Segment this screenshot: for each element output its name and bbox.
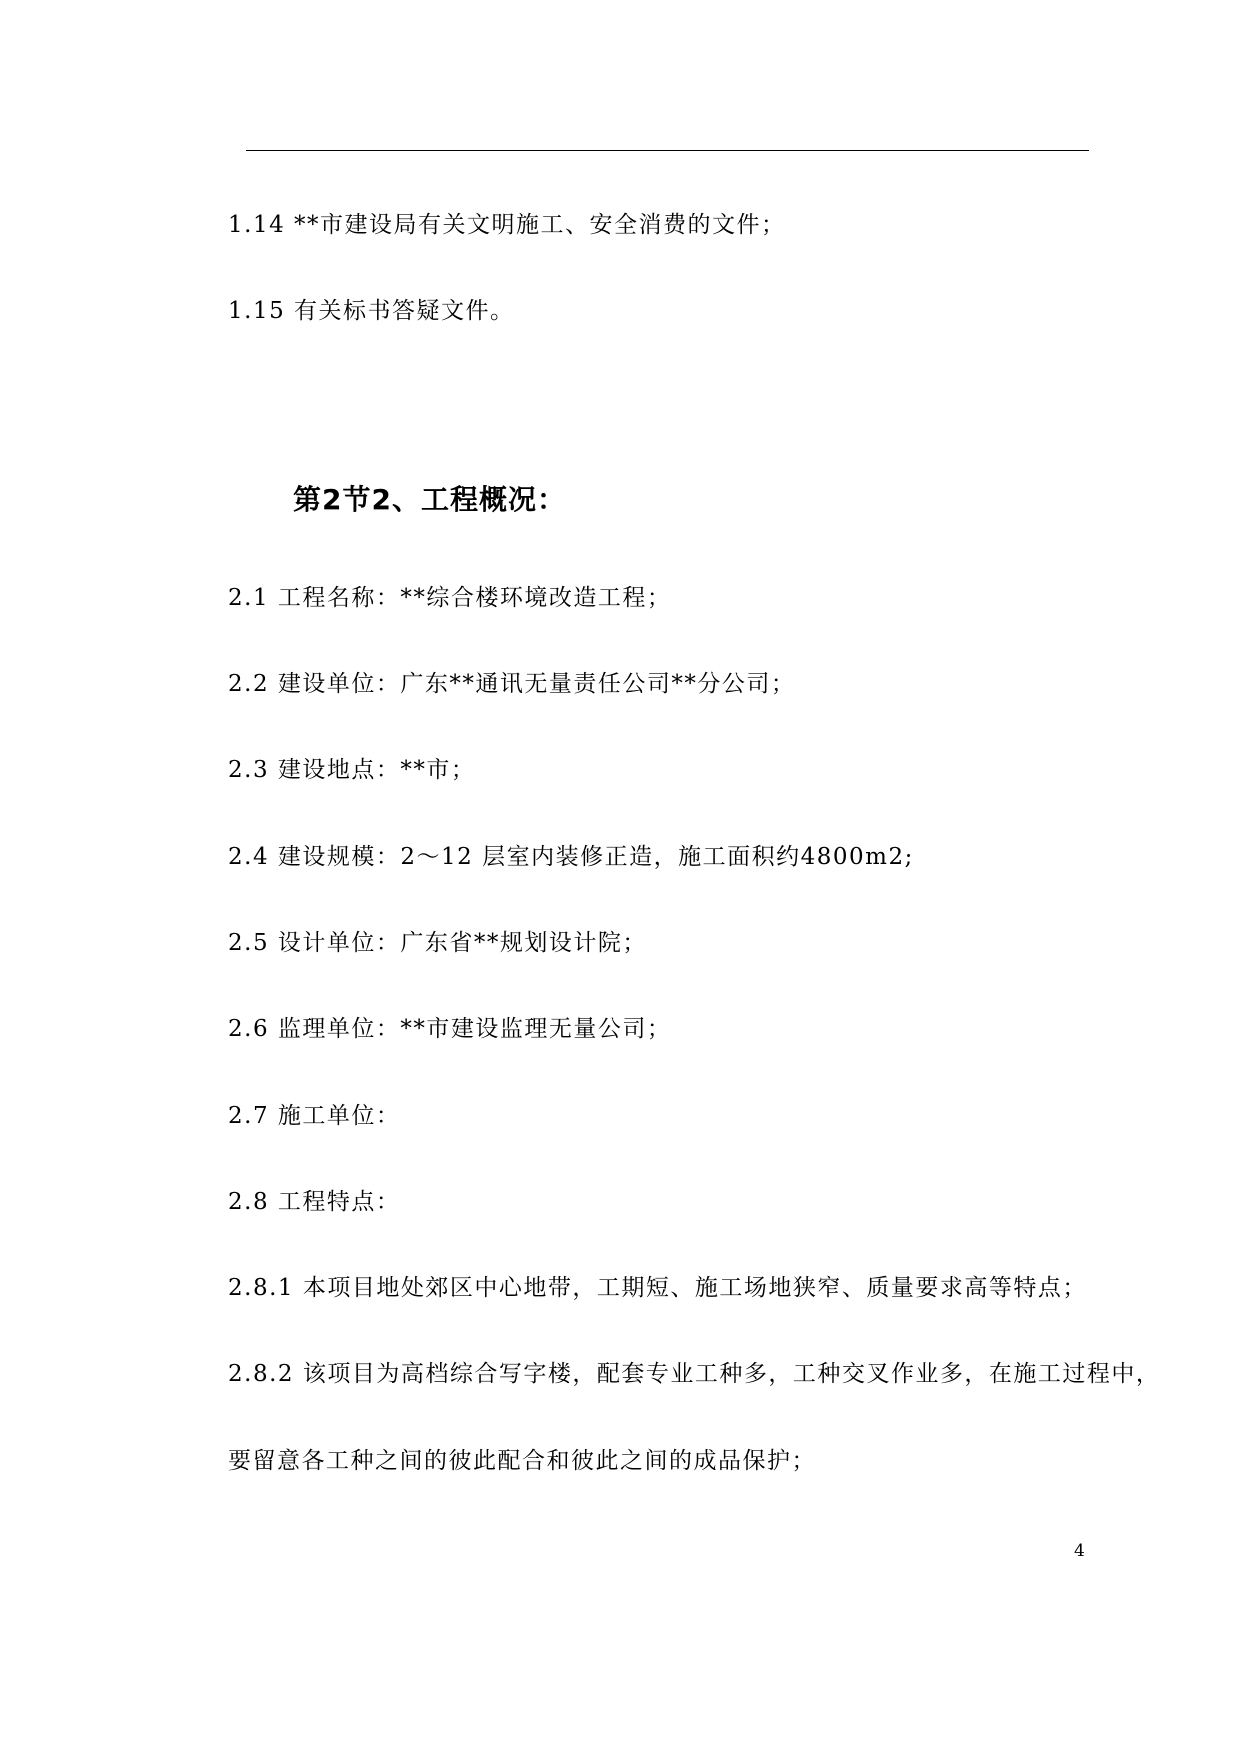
clause-2-8-2: 2.8.2 该项目为高档综合写字楼，配套专业工种多，工种交叉作业多，在施工过程中，: [228, 1361, 1161, 1387]
header-rule: [246, 150, 1089, 151]
clause-2-3: 2.3 建设地点：**市；: [228, 757, 476, 783]
clause-1-15: 1.15 有关标书答疑文件。: [228, 298, 515, 324]
clause-2-6: 2.6 监理单位：**市建设监理无量公司；: [228, 1016, 672, 1042]
clause-2-4: 2.4 建设规模：2～12 层室内装修正造，施工面积约4800m2;: [228, 844, 914, 870]
clause-2-8: 2.8 工程特点：: [228, 1189, 401, 1215]
clause-2-8-2-continued: 要留意各工种之间的彼此配合和彼此之间的成品保护；: [228, 1448, 816, 1474]
clause-2-2: 2.2 建设单位：广东**通讯无量责任公司**分公司；: [228, 671, 796, 697]
clause-2-7: 2.7 施工单位：: [228, 1103, 401, 1129]
clause-1-14: 1.14 **市建设局有关文明施工、安全消费的文件；: [228, 212, 786, 238]
clause-2-5: 2.5 设计单位：广东省**规划设计院；: [228, 930, 647, 956]
section-heading: 第2节2、工程概况：: [293, 483, 566, 516]
clause-2-1: 2.1 工程名称：**综合楼环境改造工程；: [228, 585, 672, 611]
page-number: 4: [1074, 1541, 1085, 1561]
clause-2-8-1: 2.8.1 本项目地处郊区中心地带，工期短、施工场地狭窄、质量要求高等特点；: [228, 1275, 1087, 1301]
